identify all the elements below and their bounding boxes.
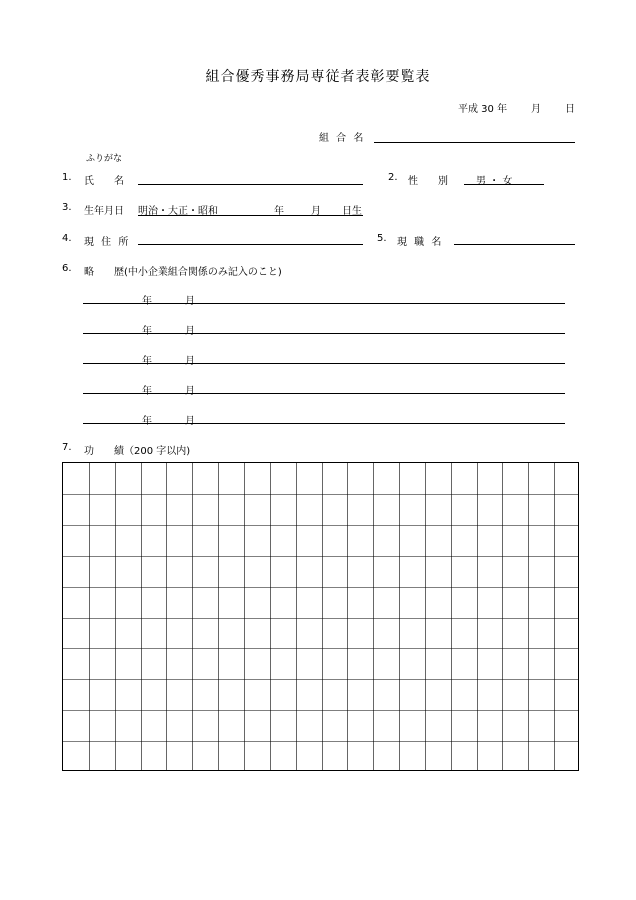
name-label: 氏 名 bbox=[84, 176, 124, 187]
gender-number: 2. bbox=[388, 172, 398, 183]
name-field[interactable] bbox=[138, 170, 363, 185]
history-row-line[interactable] bbox=[83, 303, 565, 304]
gender-label: 性 別 bbox=[408, 176, 448, 187]
history-row-month: 月 bbox=[185, 416, 195, 427]
achievements-number: 7. bbox=[62, 442, 72, 453]
achievements-grid[interactable] bbox=[62, 462, 579, 771]
date-year: 平成 30 年 bbox=[458, 104, 508, 115]
birthdate-eras[interactable]: 明治・大正・昭和 bbox=[138, 206, 218, 217]
birthdate-day: 日生 bbox=[342, 206, 362, 217]
birthdate-underline[interactable] bbox=[138, 215, 363, 216]
achievements-label: 功 績（200 字以内) bbox=[84, 446, 191, 457]
address-label: 現 住 所 bbox=[84, 237, 131, 248]
manuscript-grid bbox=[63, 463, 579, 771]
history-row-line[interactable] bbox=[83, 393, 565, 394]
history-row-year: 年 bbox=[142, 386, 152, 397]
position-field[interactable] bbox=[454, 230, 575, 245]
name-number: 1. bbox=[62, 172, 72, 183]
history-row-month: 月 bbox=[185, 326, 195, 337]
birthdate-number: 3. bbox=[62, 202, 72, 213]
history-row-line[interactable] bbox=[83, 333, 565, 334]
history-row-line[interactable] bbox=[83, 423, 565, 424]
address-number: 4. bbox=[62, 233, 72, 244]
history-row-month: 月 bbox=[185, 356, 195, 367]
history-row-month: 月 bbox=[185, 296, 195, 307]
birthdate-month: 月 bbox=[311, 206, 321, 217]
history-row-year: 年 bbox=[142, 296, 152, 307]
page-title: 組合優秀事務局専従者表彰要覧表 bbox=[205, 69, 431, 85]
date-month: 月 bbox=[531, 104, 541, 115]
history-row-year: 年 bbox=[142, 416, 152, 427]
birthdate-label: 生年月日 bbox=[84, 206, 124, 217]
history-label: 略 歴(中小企業組合関係のみ記入のこと) bbox=[84, 267, 282, 278]
date-day: 日 bbox=[565, 104, 575, 115]
position-label: 現 職 名 bbox=[397, 237, 444, 248]
history-row-year: 年 bbox=[142, 326, 152, 337]
furigana-label: ふりがな bbox=[86, 154, 123, 164]
union-name-label: 組 合 名 bbox=[319, 133, 366, 144]
history-number: 6. bbox=[62, 263, 72, 274]
union-name-field[interactable] bbox=[374, 128, 575, 143]
history-row-month: 月 bbox=[185, 386, 195, 397]
address-field[interactable] bbox=[138, 230, 363, 245]
history-row-line[interactable] bbox=[83, 363, 565, 364]
birthdate-year: 年 bbox=[274, 206, 284, 217]
position-number: 5. bbox=[377, 233, 387, 244]
history-row-year: 年 bbox=[142, 356, 152, 367]
gender-value[interactable]: 男 ・ 女 bbox=[476, 176, 513, 187]
